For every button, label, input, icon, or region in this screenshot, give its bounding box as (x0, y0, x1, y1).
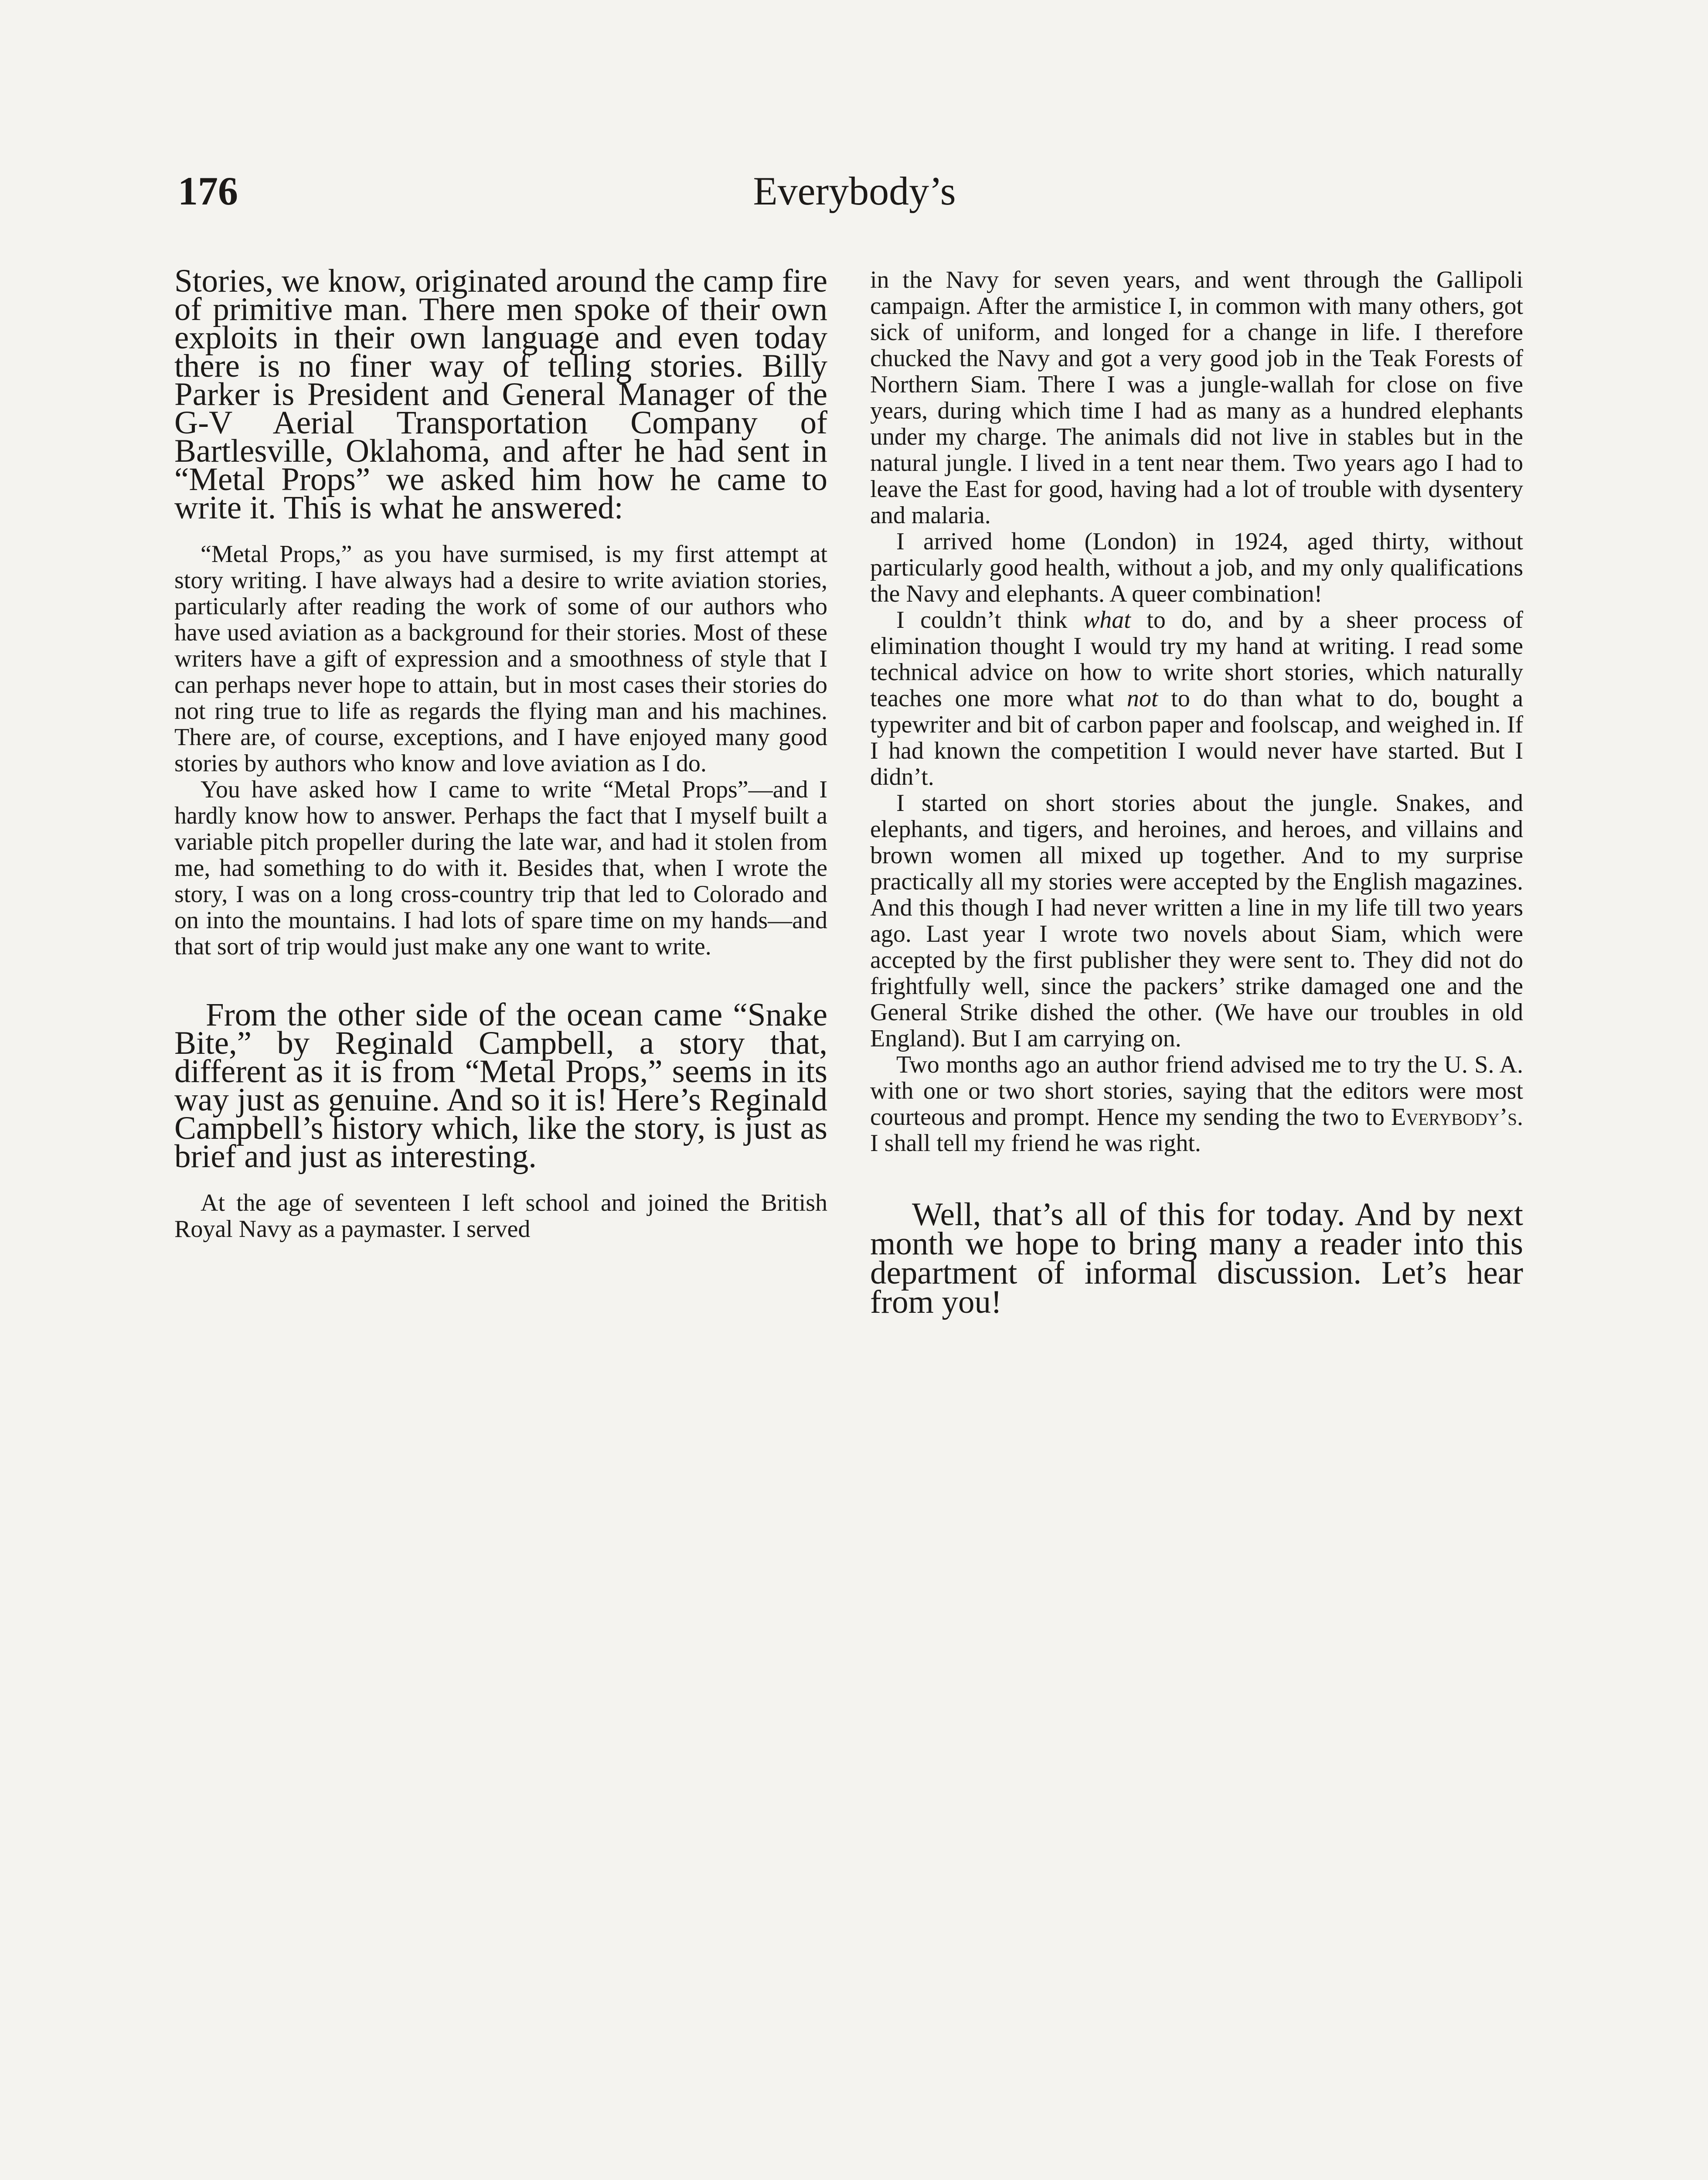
emphasis-not: not (1126, 685, 1158, 712)
paragraph-text: I couldn’t think (896, 606, 1083, 634)
parker-letter-paragraph-1: “Metal Props,” as you have surmised, is my first attempt at story writing. I have always had a desire to write aviation stories, particularly after reading the work of some of our authors who have used aviation as a background for their stories. Most of these writers have a gift of expression and a smoothness of style that I can perhaps never hope to attain, but in most cases their stories do not ring true to life as regards the flying man and his machines. There are, of course, exceptions, and I have enjoyed many good stories by authors who know and love aviation as I do. (174, 541, 827, 777)
campbell-letter-paragraph-3 (870, 607, 1523, 790)
intro-paragraph: Stories, we know, originated around the camp fire of primitive man. There men spoke of their own exploits in their own language and even today there is no finer way of telling stories. Billy Parker is President and General Manager of the G-V Aerial Transportation Company of Bartlesville, Oklahoma, and after he had sent in “Metal Props” we asked him how he came to write it. This is what he answered: (174, 263, 827, 526)
closing-paragraph: Well, that’s all of this for today. And by next month we hope to bring many a reader into this department of informal discussion. Let’s hear from you! (870, 1196, 1523, 1320)
right-column (870, 266, 1524, 1320)
paragraph-text: Two months ago an author friend advised me to try the U. S. A. with one or two short stories, saying that the editors were most courteous and prompt. Hence my sending the two to (870, 1051, 1523, 1131)
campbell-letter-paragraph-4: I started on short stories about the jungle. Snakes, and elephants, and tigers, and heroines, and heroes, and villains and brown women all mixed up together. And to my surprise practically all my stories were accepted by the English magazines. And this though I had never written a line in my life till two years ago. Last year I wrote two novels about Siam, which were accepted by the first publisher they were sent to. They did not do frightfully well, since the packers’ strike damaged one and the General Strike dished the other. (We have our troubles in old England). But I am carrying on. (870, 790, 1523, 1052)
campbell-letter-paragraph-2: I arrived home (London) in 1924, aged thirty, without particularly good health, without a job, and my only qualifications the Navy and elephants. A queer combination! (870, 528, 1523, 607)
magazine-name: Everybody’s (1391, 1104, 1517, 1131)
running-head: Everybody’s (753, 169, 956, 213)
left-column (174, 263, 827, 1243)
campbell-letter-opening: At the age of seventeen I left school and joined the British Royal Navy as a paymaster. I served (174, 1189, 827, 1243)
page-number: 176 (178, 169, 238, 213)
paragraph-text: . I shall tell my friend he was right. (870, 1104, 1523, 1157)
campbell-letter-paragraph-1: in the Navy for seven years, and went through the Gallipoli campaign. After the armistice I, in common with many others, got sick of uniform, and longed for a change in life. I therefore chucked the Navy and got a very good job in the Teak Forests of Northern Siam. There I was a jungle-wallah for close on five years, during which time I had as many as a hundred elephants under my charge. The animals did not live in stables but in the natural jungle. I lived in a tent near them. Two years ago I had to leave the East for good, having had a lot of trouble with dysentery and malaria. (870, 266, 1523, 529)
parker-letter-paragraph-2: You have asked how I came to write “Metal Props”—and I hardly know how to answer. Perhaps the fact that I myself built a variable pitch propeller during the late war, and had it stolen from me, had something to do with it. Besides that, when I wrote the story, I was on a long cross-country trip that led to Colorado and on into the mountains. I had lots of spare time on my hands—and that sort of trip would just make any one want to write. (174, 776, 827, 960)
emphasis-what: what (1083, 606, 1131, 634)
paragraph-text: to do than what to do, bought a typewriter and bit of carbon paper and foolscap, and weighed in. If I had known the competition I would never have started. But I didn’t. (870, 685, 1523, 790)
campbell-intro-paragraph: From the other side of the ocean came “Snake Bite,” by Reginald Campbell, a story that, different as it is from “Metal Props,” seems in its way just as genuine. And so it is! Here’s Reginald Campbell’s history which, like the story, is just as brief and just as interesting. (174, 997, 827, 1175)
campbell-letter-paragraph-5 (870, 1052, 1523, 1156)
paragraph-text: to do, and by a sheer process of elimination thought I would try my hand at writing. I read some technical advice on how to write short stories, which naturally teaches one more what (870, 606, 1524, 712)
